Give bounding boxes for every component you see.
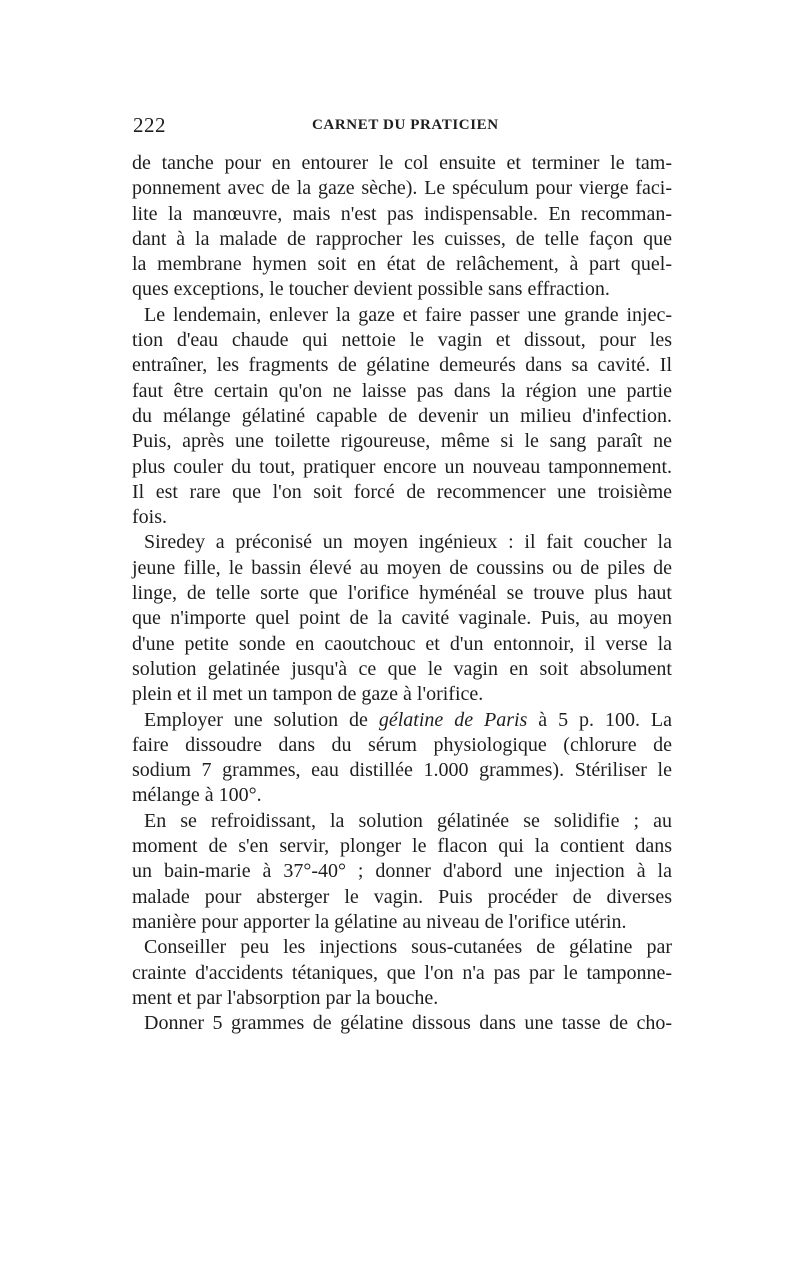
paragraph-4 <box>132 708 672 809</box>
text-line: mélange à 100°. <box>132 784 262 807</box>
italic-term: gélatine de Paris <box>378 708 528 731</box>
text-line: Siredey a préconisé un moyen ingénieux : il fait coucher la <box>144 531 672 554</box>
text-line: un bain-marie à 37°-40° ; donner d'abord une injection à la <box>132 860 672 883</box>
paragraph-7 <box>132 1011 672 1036</box>
text-line: ponnement avec de la gaze sèche). Le spéculum pour vierge faci- <box>132 177 672 200</box>
text-line: tion d'eau chaude qui nettoie le vagin et dissout, pour les <box>132 329 672 352</box>
paragraph-3 <box>132 530 672 707</box>
text-line: En se refroidissant, la solution gélatinée se solidifie ; au <box>144 809 672 832</box>
text-line: crainte d'accidents tétaniques, que l'on n'a pas par le tamponne- <box>132 961 672 984</box>
text-line: Donner 5 grammes de gélatine dissous dans une tasse de cho- <box>144 1012 672 1035</box>
text-line: solution gelatinée jusqu'à ce que le vagin en soit absolument <box>132 657 672 680</box>
text-line: Il est rare que l'on soit forcé de recommencer une troisième <box>132 480 672 503</box>
text-line: plein et il met un tampon de gaze à l'orifice. <box>132 683 484 706</box>
text-line: de tanche pour en entourer le col ensuite et terminer le tam- <box>132 152 672 174</box>
text-line: faut être certain qu'on ne laisse pas dans la région une partie <box>132 379 672 402</box>
text-line: lite la manœuvre, mais n'est pas indispensable. En recomman- <box>132 202 672 225</box>
text-line: faire dissoudre dans du sérum physiologique (chlorure de <box>132 733 672 756</box>
text-line: ment et par l'absorption par la bouche. <box>132 986 439 1009</box>
paragraph-2 <box>132 303 672 531</box>
text-line: Conseiller peu les injections sous-cutanées de gélatine par <box>144 936 672 959</box>
text-line: moment de s'en servir, plonger le flacon qui la contient dans <box>132 835 672 858</box>
text-line: plus couler du tout, pratiquer encore un nouveau tamponnement. <box>132 455 672 478</box>
text-line: malade pour absterger le vagin. Puis procéder de diverses <box>132 885 672 908</box>
running-head: CARNET DU PRATICIEN <box>312 117 499 133</box>
text-line: fois. <box>132 506 167 529</box>
text-line: du mélange gélatiné capable de devenir un milieu d'infection. <box>132 404 672 427</box>
text-line: sodium 7 grammes, eau distillée 1.000 grammes). Stériliser le <box>132 759 672 782</box>
text-run: à 5 p. 100. La <box>527 708 672 731</box>
text-line: entraîner, les fragments de gélatine demeurés dans sa cavité. Il <box>132 354 672 377</box>
text-line: d'une petite sonde en caoutchouc et d'un entonnoir, il verse la <box>132 632 672 655</box>
text-line: jeune fille, le bassin élevé au moyen de coussins ou de piles de <box>132 556 672 579</box>
page-body <box>132 151 672 1036</box>
text-line: manière pour apporter la gélatine au niveau de l'orifice utérin. <box>132 910 627 933</box>
text-line: que n'importe quel point de la cavité vaginale. Puis, au moyen <box>132 607 672 630</box>
text-run: Employer une solution de <box>144 708 379 731</box>
paragraph-5 <box>132 809 672 935</box>
paragraph-6 <box>132 935 672 1011</box>
text-line: ques exceptions, le toucher devient possible sans effraction. <box>132 278 610 301</box>
paragraph-1 <box>132 151 672 303</box>
text-line: Le lendemain, enlever la gaze et faire passer une grande injec- <box>144 303 672 326</box>
page-number: 222 <box>133 113 166 137</box>
text-line: linge, de telle sorte que l'orifice hyménéal se trouve plus haut <box>132 582 672 605</box>
text-line: la membrane hymen soit en état de relâchement, à part quel- <box>132 253 672 276</box>
text-line <box>132 708 672 733</box>
text-line: Puis, après une toilette rigoureuse, même si le sang paraît ne <box>132 430 672 453</box>
text-line: dant à la malade de rapprocher les cuisses, de telle façon que <box>132 227 672 250</box>
